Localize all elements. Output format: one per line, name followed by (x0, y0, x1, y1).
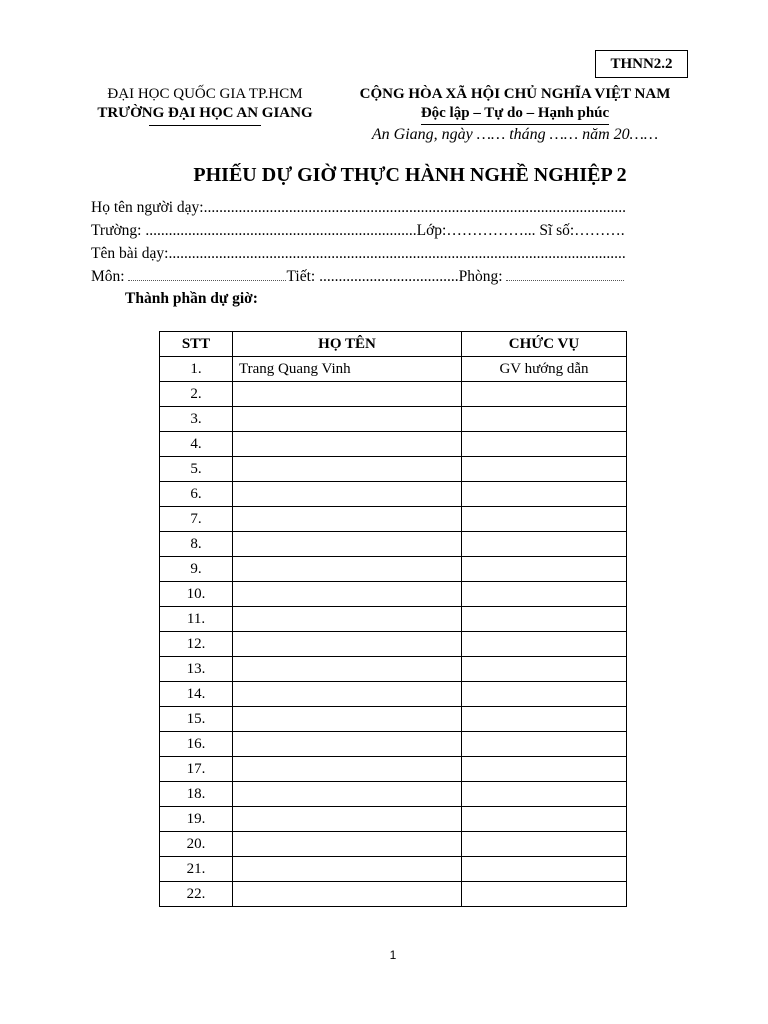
subject-label: Môn: (91, 268, 125, 285)
name-cell[interactable]: Trang Quang Vinh (233, 357, 462, 382)
stt-cell: 4. (160, 432, 233, 457)
name-cell[interactable] (233, 382, 462, 407)
header-name: HỌ TÊN (233, 332, 462, 357)
stt-cell: 17. (160, 757, 233, 782)
stt-cell: 1. (160, 357, 233, 382)
attendees-section-label: Thành phần dự giờ: (125, 290, 258, 307)
stt-cell: 6. (160, 482, 233, 507)
room-input-line[interactable] (506, 280, 624, 281)
name-cell[interactable] (233, 757, 462, 782)
table-row (160, 557, 627, 582)
role-cell[interactable] (462, 382, 627, 407)
table-row (160, 382, 627, 407)
teacher-field[interactable]: Họ tên người dạy:............................................................................................................. (91, 199, 626, 216)
table-row (160, 732, 627, 757)
date-line: An Giang, ngày …… tháng …… năm 20…… (371, 126, 659, 143)
class-size-field[interactable]: Lớp:……………... Sĩ số:………. (416, 222, 625, 239)
role-cell[interactable]: GV hướng dẫn (462, 357, 627, 382)
table-row (160, 357, 627, 382)
stt-cell: 14. (160, 682, 233, 707)
table-row (160, 607, 627, 632)
table-row (160, 632, 627, 657)
table-row (160, 507, 627, 532)
header-stt: STT (160, 332, 233, 357)
name-cell[interactable] (233, 582, 462, 607)
page-title: PHIẾU DỰ GIỜ THỰC HÀNH NGHỀ NGHIỆP 2 (193, 164, 627, 186)
stt-cell: 5. (160, 457, 233, 482)
role-cell[interactable] (462, 482, 627, 507)
header-role: CHỨC VỤ (462, 332, 627, 357)
name-cell[interactable] (233, 482, 462, 507)
stt-cell: 8. (160, 532, 233, 557)
role-cell[interactable] (462, 782, 627, 807)
stt-cell: 20. (160, 832, 233, 857)
stt-cell: 22. (160, 882, 233, 907)
role-cell[interactable] (462, 857, 627, 882)
name-cell[interactable] (233, 407, 462, 432)
name-cell[interactable] (233, 782, 462, 807)
attendees-table (159, 331, 627, 907)
name-cell[interactable] (233, 832, 462, 857)
name-cell[interactable] (233, 532, 462, 557)
national-title: CỘNG HÒA XÃ HỘI CHỦ NGHĨA VIỆT NAM (359, 86, 671, 102)
role-cell[interactable] (462, 682, 627, 707)
subject-input-line[interactable] (128, 280, 286, 281)
role-cell[interactable] (462, 557, 627, 582)
header-left-underline (149, 125, 261, 126)
table-row (160, 882, 627, 907)
header-right (340, 85, 690, 125)
stt-cell: 7. (160, 507, 233, 532)
stt-cell: 2. (160, 382, 233, 407)
table-row (160, 457, 627, 482)
stt-cell: 9. (160, 557, 233, 582)
form-code: THNN2.2 (610, 55, 673, 72)
page-number: 1 (389, 948, 397, 962)
header-left (70, 85, 340, 126)
stt-cell: 16. (160, 732, 233, 757)
national-motto: Độc lập – Tự do – Hạnh phúc (421, 104, 609, 125)
role-cell[interactable] (462, 607, 627, 632)
name-cell[interactable] (233, 807, 462, 832)
room-label: Phòng: (458, 268, 503, 285)
stt-cell: 18. (160, 782, 233, 807)
stt-cell: 3. (160, 407, 233, 432)
table-row (160, 407, 627, 432)
table-row (160, 582, 627, 607)
table-row (160, 807, 627, 832)
table-row (160, 657, 627, 682)
role-cell[interactable] (462, 707, 627, 732)
university-name: ĐẠI HỌC QUỐC GIA TP.HCM (107, 86, 303, 102)
role-cell[interactable] (462, 532, 627, 557)
table-row (160, 757, 627, 782)
period-field[interactable]: Tiết: .................................... (286, 268, 459, 285)
role-cell[interactable] (462, 657, 627, 682)
name-cell[interactable] (233, 682, 462, 707)
role-cell[interactable] (462, 582, 627, 607)
table-row (160, 532, 627, 557)
table-row (160, 857, 627, 882)
name-cell[interactable] (233, 732, 462, 757)
name-cell[interactable] (233, 557, 462, 582)
name-cell[interactable] (233, 632, 462, 657)
role-cell[interactable] (462, 832, 627, 857)
name-cell[interactable] (233, 607, 462, 632)
role-cell[interactable] (462, 807, 627, 832)
name-cell[interactable] (233, 457, 462, 482)
name-cell[interactable] (233, 707, 462, 732)
table-row (160, 782, 627, 807)
role-cell[interactable] (462, 407, 627, 432)
role-cell[interactable] (462, 432, 627, 457)
table-row (160, 482, 627, 507)
subject-row (91, 268, 624, 286)
school-name: TRƯỜNG ĐẠI HỌC AN GIANG (97, 105, 313, 121)
role-cell[interactable] (462, 507, 627, 532)
table-row (160, 832, 627, 857)
stt-cell: 12. (160, 632, 233, 657)
table-header-row (160, 332, 627, 357)
school-class-row (91, 222, 625, 240)
role-cell[interactable] (462, 732, 627, 757)
name-cell[interactable] (233, 882, 462, 907)
name-cell[interactable] (233, 857, 462, 882)
stt-cell: 13. (160, 657, 233, 682)
lesson-field[interactable]: Tên bài dạy:...................................................................................................................... (91, 245, 626, 262)
stt-cell: 19. (160, 807, 233, 832)
name-cell[interactable] (233, 507, 462, 532)
role-cell[interactable] (462, 632, 627, 657)
stt-cell: 11. (160, 607, 233, 632)
role-cell[interactable] (462, 457, 627, 482)
role-cell[interactable] (462, 757, 627, 782)
form-code-box (595, 50, 688, 78)
stt-cell: 10. (160, 582, 233, 607)
name-cell[interactable] (233, 432, 462, 457)
table-row (160, 432, 627, 457)
stt-cell: 21. (160, 857, 233, 882)
table-row (160, 707, 627, 732)
role-cell[interactable] (462, 882, 627, 907)
table-row (160, 682, 627, 707)
stt-cell: 15. (160, 707, 233, 732)
name-cell[interactable] (233, 657, 462, 682)
school-field[interactable]: Trường: ...................................................................... (91, 222, 417, 239)
